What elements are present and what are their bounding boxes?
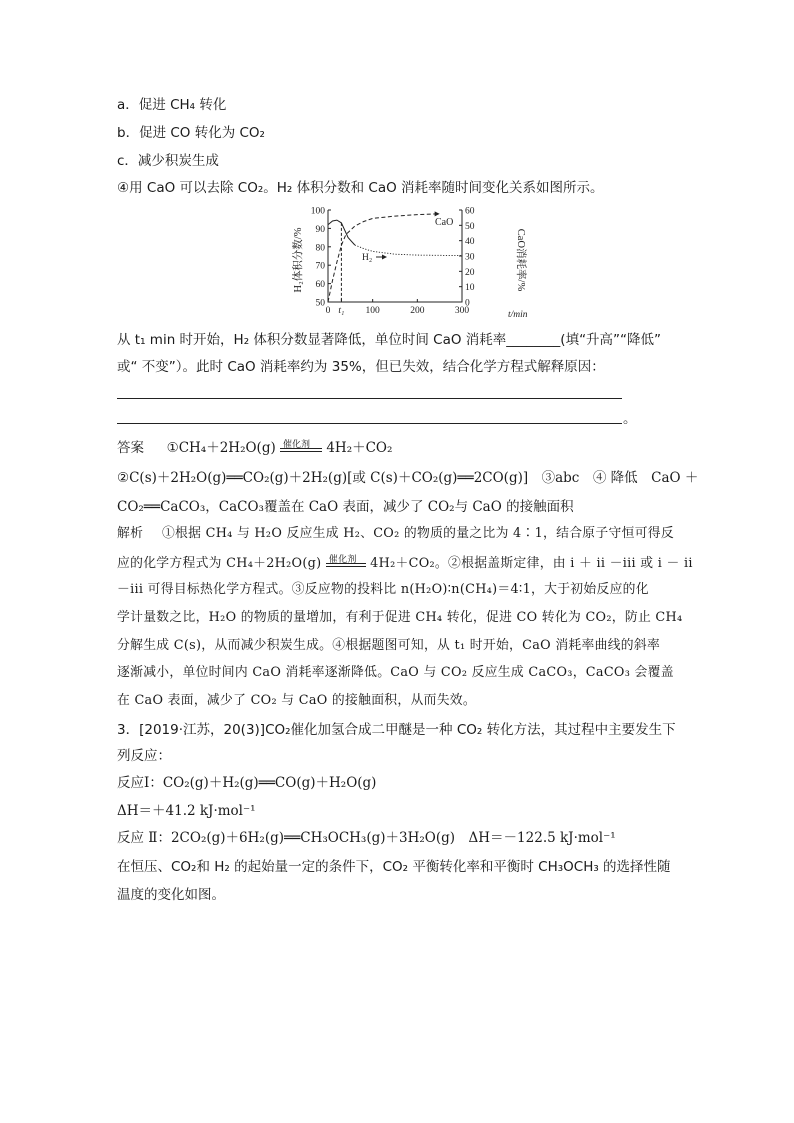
right-tick-label: 60 [465,206,475,217]
analysis-label: 解析 [117,526,144,541]
analysis-line-1: 解析 ①根据 CH₄ 与 H₂O 反应生成 H₂、CO₂ 的物质的量之比为 4∶1，结合原子守恒可得反 [117,526,674,541]
question-3-line-1: 3．[2019·江苏，20(3)]CO₂催化加氢合成二甲醚是一种 CO₂ 转化方法，其过程中主要发生下 [117,722,676,738]
question-4-intro: ④用 CaO 可以去除 CO₂。H₂ 体积分数和 CaO 消耗率随时间变化关系如图所示。 [117,180,604,196]
question-3-line-6: 在恒压、CO₂和 H₂ 的起始量一定的条件下，CO₂ 平衡转化率和平衡时 CH₃OCH₃ 的选择性随 [117,859,671,875]
right-tick-label: 10 [465,283,475,294]
reaction-1-enthalpy: ΔH＝＋41.2 kJ·mol⁻¹ [117,803,256,819]
right-tick-label: 30 [465,252,475,263]
x-tick-label: 100 [365,306,380,316]
catalyst-label: 催化剂 [328,554,357,565]
reaction-2: 反应 Ⅱ：2CO₂(g)＋6H₂(g)══CH₃OCH₃(g)＋3H₂O(g) ΔH＝－122.5 kJ·mol⁻¹ [117,830,616,846]
right-tick-label: 50 [465,221,475,232]
right-tick-label: 0 [465,298,470,309]
right-ylabel: CaO消耗率/% [515,228,526,292]
question-4-line-1: 从 t₁ min 时开始，H₂ 体积分数显著降低，单位时间 CaO 消耗率________(填“升高”“降低” [117,332,662,348]
h2-curve [328,220,355,245]
left-tick-label: 100 [310,206,325,217]
answer-label: 答案 [117,440,144,456]
analysis-line-5: 分解生成 C(s)，从而减少积炭生成。④根据题图可知，从 t₁ 时开始，CaO 消耗率曲线的斜率 [117,638,661,653]
left-tick-label: 50 [315,298,325,309]
question-3-line-2: 列反应： [117,748,171,764]
right-tick-label: 20 [465,267,475,278]
catalyst-label: 催化剂 [283,439,311,450]
left-ylabel: H₂体积分数/% [293,227,304,293]
x-tick-label: 300 [454,306,470,316]
chart [290,200,530,322]
left-tick-label: 80 [315,243,325,254]
answer-blank-line-2 [117,423,622,424]
h2-arrow-icon [382,255,387,260]
answer-line-3: CO₂══CaCO₃，CaCO₃覆盖在 CaO 表面，减少了 CO₂与 CaO 的接触面积 [117,499,574,515]
analysis-line-6: 逐渐减小，单位时间内 CaO 消耗率逐渐降低。CaO 与 CO₂ 反应生成 CaCO₃，CaCO₃ 会覆盖 [117,665,674,680]
left-tick-label: 60 [315,280,325,291]
answer-blank-line-1 [117,398,622,399]
left-tick-label: 70 [315,261,325,272]
x-tick-label: 200 [410,306,425,316]
right-tick-label: 40 [465,237,475,248]
analysis-line-7: 在 CaO 表面，减少了 CO₂ 与 CaO 的接触面积，从而失效。 [117,693,476,708]
x-tick-label: t₁ [338,306,345,316]
question-3-line-7: 温度的变化如图。 [117,887,225,903]
analysis-line-2: 应的化学方程式为 CH₄＋2H₂O(g) 催化剂 4H₂＋CO₂。②根据盖斯定律，由 i ＋ ii －iii 或 i － ii [117,554,693,574]
answer-line-2: ②C(s)＋2H₂O(g)══CO₂(g)＋2H₂(g)[或 C(s)＋CO₂(g)══2CO(g)] ③abc ④ 降低 CaO ＋ [117,470,699,486]
xlabel: t/min [508,310,528,320]
x-tick-label: 0 [325,306,331,316]
answer-line-1: 答案 ①CH₄＋2H₂O(g) 催化剂 4H₂＋CO₂ [117,438,392,458]
option-c: c．减少积炭生成 [117,153,219,169]
option-a: a．促进 CH₄ 转化 [117,97,227,113]
question-4-line-2: 或“ 不变”）。此时 CaO 消耗率约为 35%，但已失效，结合化学方程式解释原因： [117,359,605,375]
left-tick-label: 90 [315,224,325,235]
reaction-1: 反应Ⅰ：CO₂(g)＋H₂(g)══CO(g)＋H₂O(g) [117,775,377,791]
analysis-line-3: －iii 可得目标热化学方程式。③反应物的投料比 n(H₂O)∶n(CH₄)＝4∶1，大于初始反应的化 [117,582,649,597]
cao-arrow-icon [435,211,440,216]
analysis-line-4: 学计量数之比，H₂O 的物质的量增加，有利于促进 CH₄ 转化，促进 CO 转化为 CO₂，防止 CH₄ [117,610,683,625]
cao-series-label: CaO [435,217,454,228]
h2-series-label: H₂ [362,253,373,263]
end-mark: 。 [623,411,637,427]
option-b: b．促进 CO 转化为 CO₂ [117,125,265,141]
